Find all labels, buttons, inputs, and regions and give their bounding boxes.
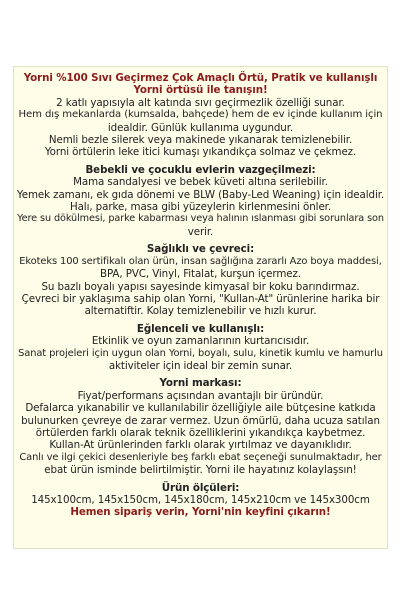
- product-description-card: [13, 66, 388, 549]
- intro-text-line: Hem dış mekanlarda (kumsalda, bahçede) hem de ev içinde kullanım için: [18, 109, 383, 121]
- brand-text-line: ebat ürün isminde belirtilmiştir. Yorni ile hayatınız kolaylaşsın!: [44, 464, 357, 477]
- health-text-line: BPA, PVC, Vinyl, Fitalat, kurşun içermez.: [100, 268, 301, 281]
- brand-text-line: Fiyat/performans açısından avantajlı bir üründür.: [77, 389, 324, 402]
- health-text-line: Çevreci bir yaklaşıma sahip olan Yorni, "Kullan-At" ürünlerine harika bir: [21, 292, 380, 305]
- fun-text-line: Etkinlik ve oyun zamanlarının kurtarıcısıdır.: [91, 335, 310, 348]
- baby-text-line: verir.: [187, 225, 214, 238]
- baby-text-line: Yere su dökülmesi, parke kabarması veya halının ıslanması gibi sorunlara son: [17, 213, 384, 225]
- baby-section-heading: Bebekli ve çocuklu evlerin vazgeçilmezi:: [85, 163, 316, 176]
- baby-text-line: Halı, parke, masa gibi yüzeylerin kirlenmesini önler.: [69, 201, 332, 214]
- intro-text-line: Nemli bezle silerek veya makinede yıkanarak temizlenebilir.: [48, 134, 353, 147]
- sizes-section-heading: Ürün ölçüleri:: [161, 481, 240, 494]
- baby-text-line: Mama sandalyesi ve bebek küveti altına serilebilir.: [73, 176, 328, 189]
- brand-text-line: Defalarca yıkanabilir ve kullanılabilir özelliğiyle aile bütçesine katkıda: [25, 402, 376, 415]
- health-text-line: Su bazlı boyalı yapısı sayesinde kimyasal bir koku barındırmaz.: [41, 280, 360, 293]
- baby-text-line: Yemek zamanı, ek gıda dönemi ve BLW (Baby-Led Weaning) için idealdir.: [16, 188, 385, 201]
- brand-text-line: Kullan-At ürünlerinden farklı olarak yırtılmaz ve dayanıklıdır.: [49, 439, 352, 452]
- brand-text-line: örtülerden farklı olarak teknik özelliklerini yıkandıkça kaybetmez.: [35, 426, 366, 439]
- intro-text-line: 2 katlı yapısıyla alt katında sıvı geçirmezlik özelliği sunar.: [56, 96, 345, 109]
- call-to-action: Hemen sipariş verin, Yorni'nin keyfini çıkarın!: [70, 506, 331, 519]
- sizes-list: 145x100cm, 145x150cm, 145x180cm, 145x210cm ve 145x300cm: [31, 494, 370, 506]
- fun-text-line: aktiviteler için ideal bir zemin sunar.: [108, 359, 293, 372]
- fun-section-heading: Eğlenceli ve kullanışlı:: [136, 322, 265, 335]
- intro-text-line: Yorni örtülerin leke itici kumaşı yıkandıkça solmaz ve çekmez.: [44, 146, 357, 159]
- health-text-line: Ekoteks 100 sertifikalı olan ürün, insan sağlığına zararlı Azo boya maddesi,: [19, 255, 382, 267]
- intro-title-line-1: Yorni %100 Sıvı Geçirmez Çok Amaçlı Örtü, Pratik ve kullanışlı: [23, 72, 378, 84]
- fun-text-line: Sanat projeleri için uygun olan Yorni, boyalı, sulu, kinetik kumlu ve hamurlu: [18, 347, 383, 359]
- brand-text-line: bulunurken çevreye de zarar vermez. Uzun ömürlü, daha ucuza satılan: [21, 414, 380, 427]
- health-section-heading: Sağlıklı ve çevreci:: [146, 243, 255, 256]
- intro-text-line: idealdir. Günlük kullanıma uygundur.: [107, 121, 294, 134]
- health-text-line: alternatiftir. Kolay temizlenebilir ve hızlı kurur.: [84, 305, 317, 318]
- brand-text-line: Canlı ve ilgi çekici desenleriyle beş farklı ebat seçeneği sunulmaktadır, her: [19, 451, 382, 463]
- intro-title-line-2: Yorni örtüsü ile tanışın!: [133, 84, 268, 97]
- brand-section-heading: Yorni markası:: [159, 377, 242, 390]
